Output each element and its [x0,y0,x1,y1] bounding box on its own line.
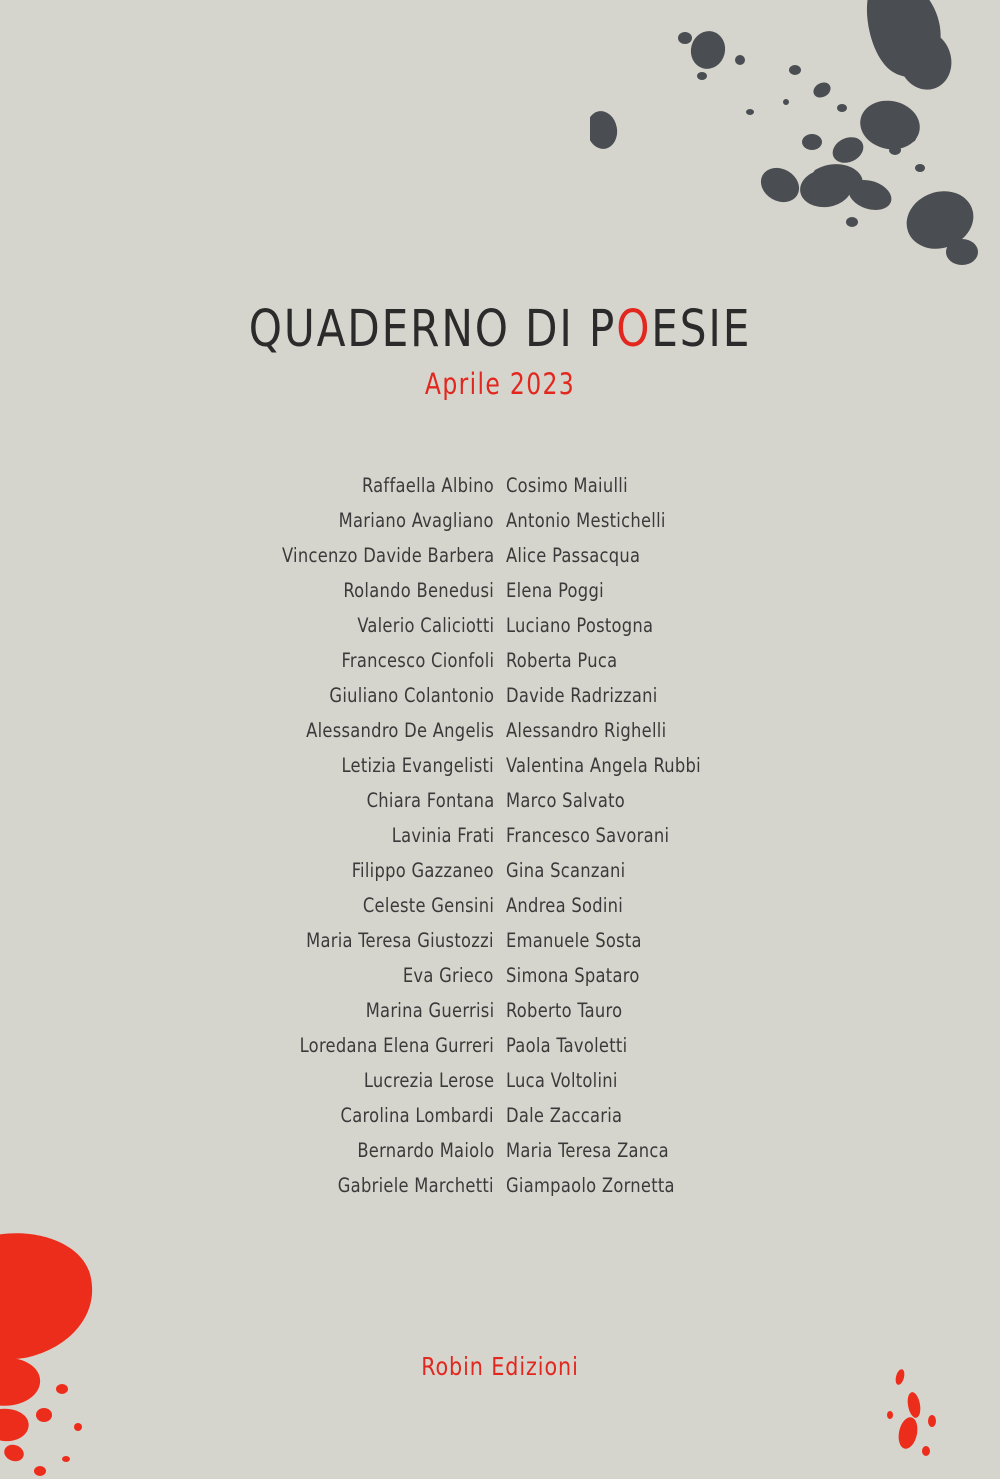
author-name: Roberto Tauro [506,999,623,1022]
author-name: Carolina Lombardi [340,1104,494,1127]
author-name: Davide Radrizzani [506,684,658,707]
author-name: Cosimo Maiulli [506,474,628,497]
author-name: Luciano Postogna [506,614,654,637]
subtitle: Aprile 2023 [424,367,576,401]
author-name: Alessandro Righelli [506,719,667,742]
author-name: Valerio Caliciotti [356,614,494,637]
author-name: Vincenzo Davide Barbera [281,544,494,567]
author-name: Luca Voltolini [506,1069,618,1092]
author-name: Roberta Puca [506,649,618,672]
author-name: Marina Guerrisi [365,999,494,1022]
author-name: Francesco Savorani [506,824,670,847]
author-column-left [274,468,494,1203]
author-name: Emanuele Sosta [506,929,642,952]
title-part-2: ESIE [651,300,752,359]
author-name: Valentina Angela Rubbi [506,754,701,777]
author-name: Mariano Avagliano [338,509,494,532]
author-name: Eva Grieco [403,964,494,987]
red-ink-blot-bottom-left-icon [0,1219,230,1479]
page-title [40,300,960,359]
author-name: Filippo Gazzaneo [351,859,494,882]
author-name: Celeste Gensini [362,894,494,917]
author-name: Letizia Evangelisti [341,754,494,777]
author-name: Elena Poggi [506,579,604,602]
author-name: Alice Passacqua [506,544,641,567]
title-block [0,300,1000,401]
author-name: Maria Teresa Giustozzi [306,929,494,952]
ink-splatter-top-right-icon [590,0,1000,310]
author-name: Maria Teresa Zanca [506,1139,669,1162]
author-name: Paola Tavoletti [506,1034,628,1057]
author-list [0,468,1000,1203]
author-name: Bernardo Maiolo [356,1139,494,1162]
author-name: Giampaolo Zornetta [506,1174,675,1197]
author-name: Lucrezia Lerose [363,1069,494,1092]
author-name: Simona Spataro [506,964,640,987]
author-column-right [506,468,726,1203]
author-name: Lavinia Frati [391,824,494,847]
author-name: Rolando Benedusi [343,579,494,602]
author-name: Dale Zaccaria [506,1104,623,1127]
author-name: Raffaella Albino [361,474,494,497]
author-name: Andrea Sodini [506,894,624,917]
publisher-name: Robin Edizioni [421,1352,579,1381]
author-name: Francesco Cionfoli [341,649,494,672]
author-name: Gina Scanzani [506,859,626,882]
author-name: Chiara Fontana [366,789,494,812]
author-name: Gabriele Marchetti [337,1174,494,1197]
author-name: Loredana Elena Gurreri [299,1034,494,1057]
title-accent-letter: O [616,300,652,359]
title-part-1: QUADERNO DI P [248,300,617,359]
author-name: Giuliano Colantonio [329,684,494,707]
author-name: Marco Salvato [506,789,626,812]
author-name: Alessandro De Angelis [305,719,494,742]
author-name: Antonio Mestichelli [506,509,666,532]
